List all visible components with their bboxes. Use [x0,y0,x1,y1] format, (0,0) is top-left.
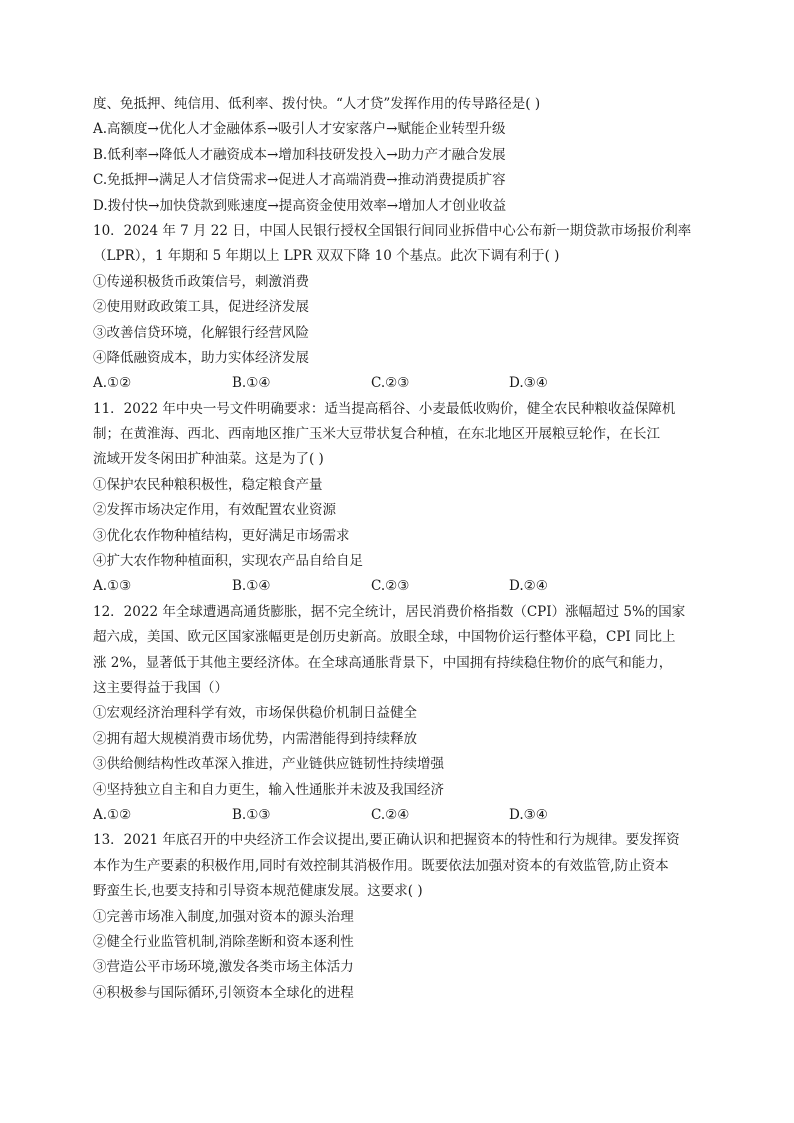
choice-c: C.②③ [371,375,410,392]
question-12-stem-line: 涨 2%，显著低于其他主要经济体。在全球高通胀背景下，中国拥有持续稳住物价的底气和能力， [93,654,673,671]
page-content [93,92,713,1006]
question-12-item: ④坚持独立自主和自力更生，输入性通胀并未波及我国经济 [93,781,444,798]
question-10-stem-line: 10．2024 年 7 月 22 日，中国人民银行授权全国银行间同业拆借中心公布新一期贷款市场报价利率 [93,222,692,239]
question-13 [93,828,713,1006]
question-11-stem-line: 11．2022 年中央一号文件明确要求：适当提高稻谷、小麦最低收购价，健全农民种粮收益保障机 [93,400,676,417]
question-11-stem-line: 制；在黄淮海、西北、西南地区推广玉米大豆带状复合种植，在东北地区开展粮豆轮作，在长江 [93,426,660,443]
question-10-item: ①传递积极货币政策信号，刺激消费 [93,273,309,290]
question-10-item: ②使用财政政策工具，促进经济发展 [93,299,309,316]
question-12 [93,600,713,829]
question-13-item: ④积极参与国际循环,引领资本全球化的进程 [93,984,354,1001]
question-9-stem: 度、免抵押、纯信用、低利率、拨付快。“人才贷”发挥作用的传导路径是( ) [93,96,541,112]
choice-a: A.①② [93,806,132,823]
question-11-stem-line: 流域开发冬闲田扩种油菜。这是为了( ) [93,451,324,468]
question-11-item: ④扩大农作物种植面积，实现农产品自给自足 [93,553,363,570]
choice-d: D.③④ [509,806,548,823]
question-13-item: ③营造公平市场环境,激发各类市场主体活力 [93,959,354,976]
question-10-stem-line: （LPR），1 年期和 5 年期以上 LPR 双双下降 10 个基点。此次下调有利于( ) [93,248,560,265]
question-10-choices [93,371,713,396]
question-9-option-a: A.高额度→优化人才金融体系→吸引人才安家落户→赋能企业转型升级 [93,121,506,138]
question-12-item: ③供给侧结构性改革深入推进，产业链供应链韧性持续增强 [93,756,444,773]
choice-d: D.③④ [509,375,548,392]
question-13-stem-line: 本作为生产要素的积极作用,同时有效控制其消极作用。既要依法加强对资本的有效监管,防止资本 [93,857,669,874]
question-11 [93,397,713,600]
choice-a: A.①③ [93,578,132,595]
choice-d: D.②④ [509,578,548,595]
question-12-item: ①宏观经济治理科学有效，市场保供稳价机制日益健全 [93,705,417,722]
question-12-item: ②拥有超大规模消费市场优势，内需潜能得到持续释放 [93,730,417,747]
choice-b: B.①④ [232,578,271,595]
question-9-option-d: D.拨付快→加快贷款到账速度→提高资金使用效率→增加人才创业收益 [93,197,507,214]
question-11-item: ①保护农民种粮积极性，稳定粮食产量 [93,476,323,493]
question-11-choices [93,574,713,599]
question-12-choices [93,803,713,828]
question-13-stem-line: 野蛮生长,也要支持和引导资本规范健康发展。这要求( ) [93,883,423,900]
question-9-option-c: C.免抵押→满足人才信贷需求→促进人才高端消费→推动消费提质扩容 [93,172,506,189]
question-13-stem-line: 13．2021 年底召开的中央经济工作会议提出,要正确认识和把握资本的特性和行为规律。要发挥资 [93,832,680,849]
question-10 [93,219,713,397]
choice-b: B.①④ [232,375,271,392]
question-12-stem-line: 超六成，美国、欧元区国家涨幅更是创历史新高。放眼全球，中国物价运行整体平稳，CPI 同比上 [93,629,676,646]
question-10-item: ③改善信贷环境，化解银行经营风险 [93,324,309,341]
question-12-stem-line: 这主要得益于我国（） [93,679,228,696]
question-9-option-b: B.低利率→降低人才融资成本→增加科技研发投入→助力产才融合发展 [93,146,506,163]
question-13-item: ②健全行业监管机制,消除垄断和资本逐利性 [93,933,354,950]
choice-c: C.②③ [371,578,410,595]
question-9 [93,92,713,219]
choice-a: A.①② [93,375,132,392]
question-10-item: ④降低融资成本，助力实体经济发展 [93,349,309,366]
choice-b: B.①③ [232,806,271,823]
question-11-item: ③优化农作物种植结构，更好满足市场需求 [93,527,350,544]
question-11-item: ②发挥市场决定作用，有效配置农业资源 [93,502,336,519]
choice-c: C.②④ [371,806,410,823]
question-12-stem-line: 12．2022 年全球遭遇高通货膨胀，据不完全统计，居民消费价格指数（CPI）涨幅超过 5%的国家 [93,603,686,620]
question-13-item: ①完善市场准入制度,加强对资本的源头治理 [93,908,354,925]
